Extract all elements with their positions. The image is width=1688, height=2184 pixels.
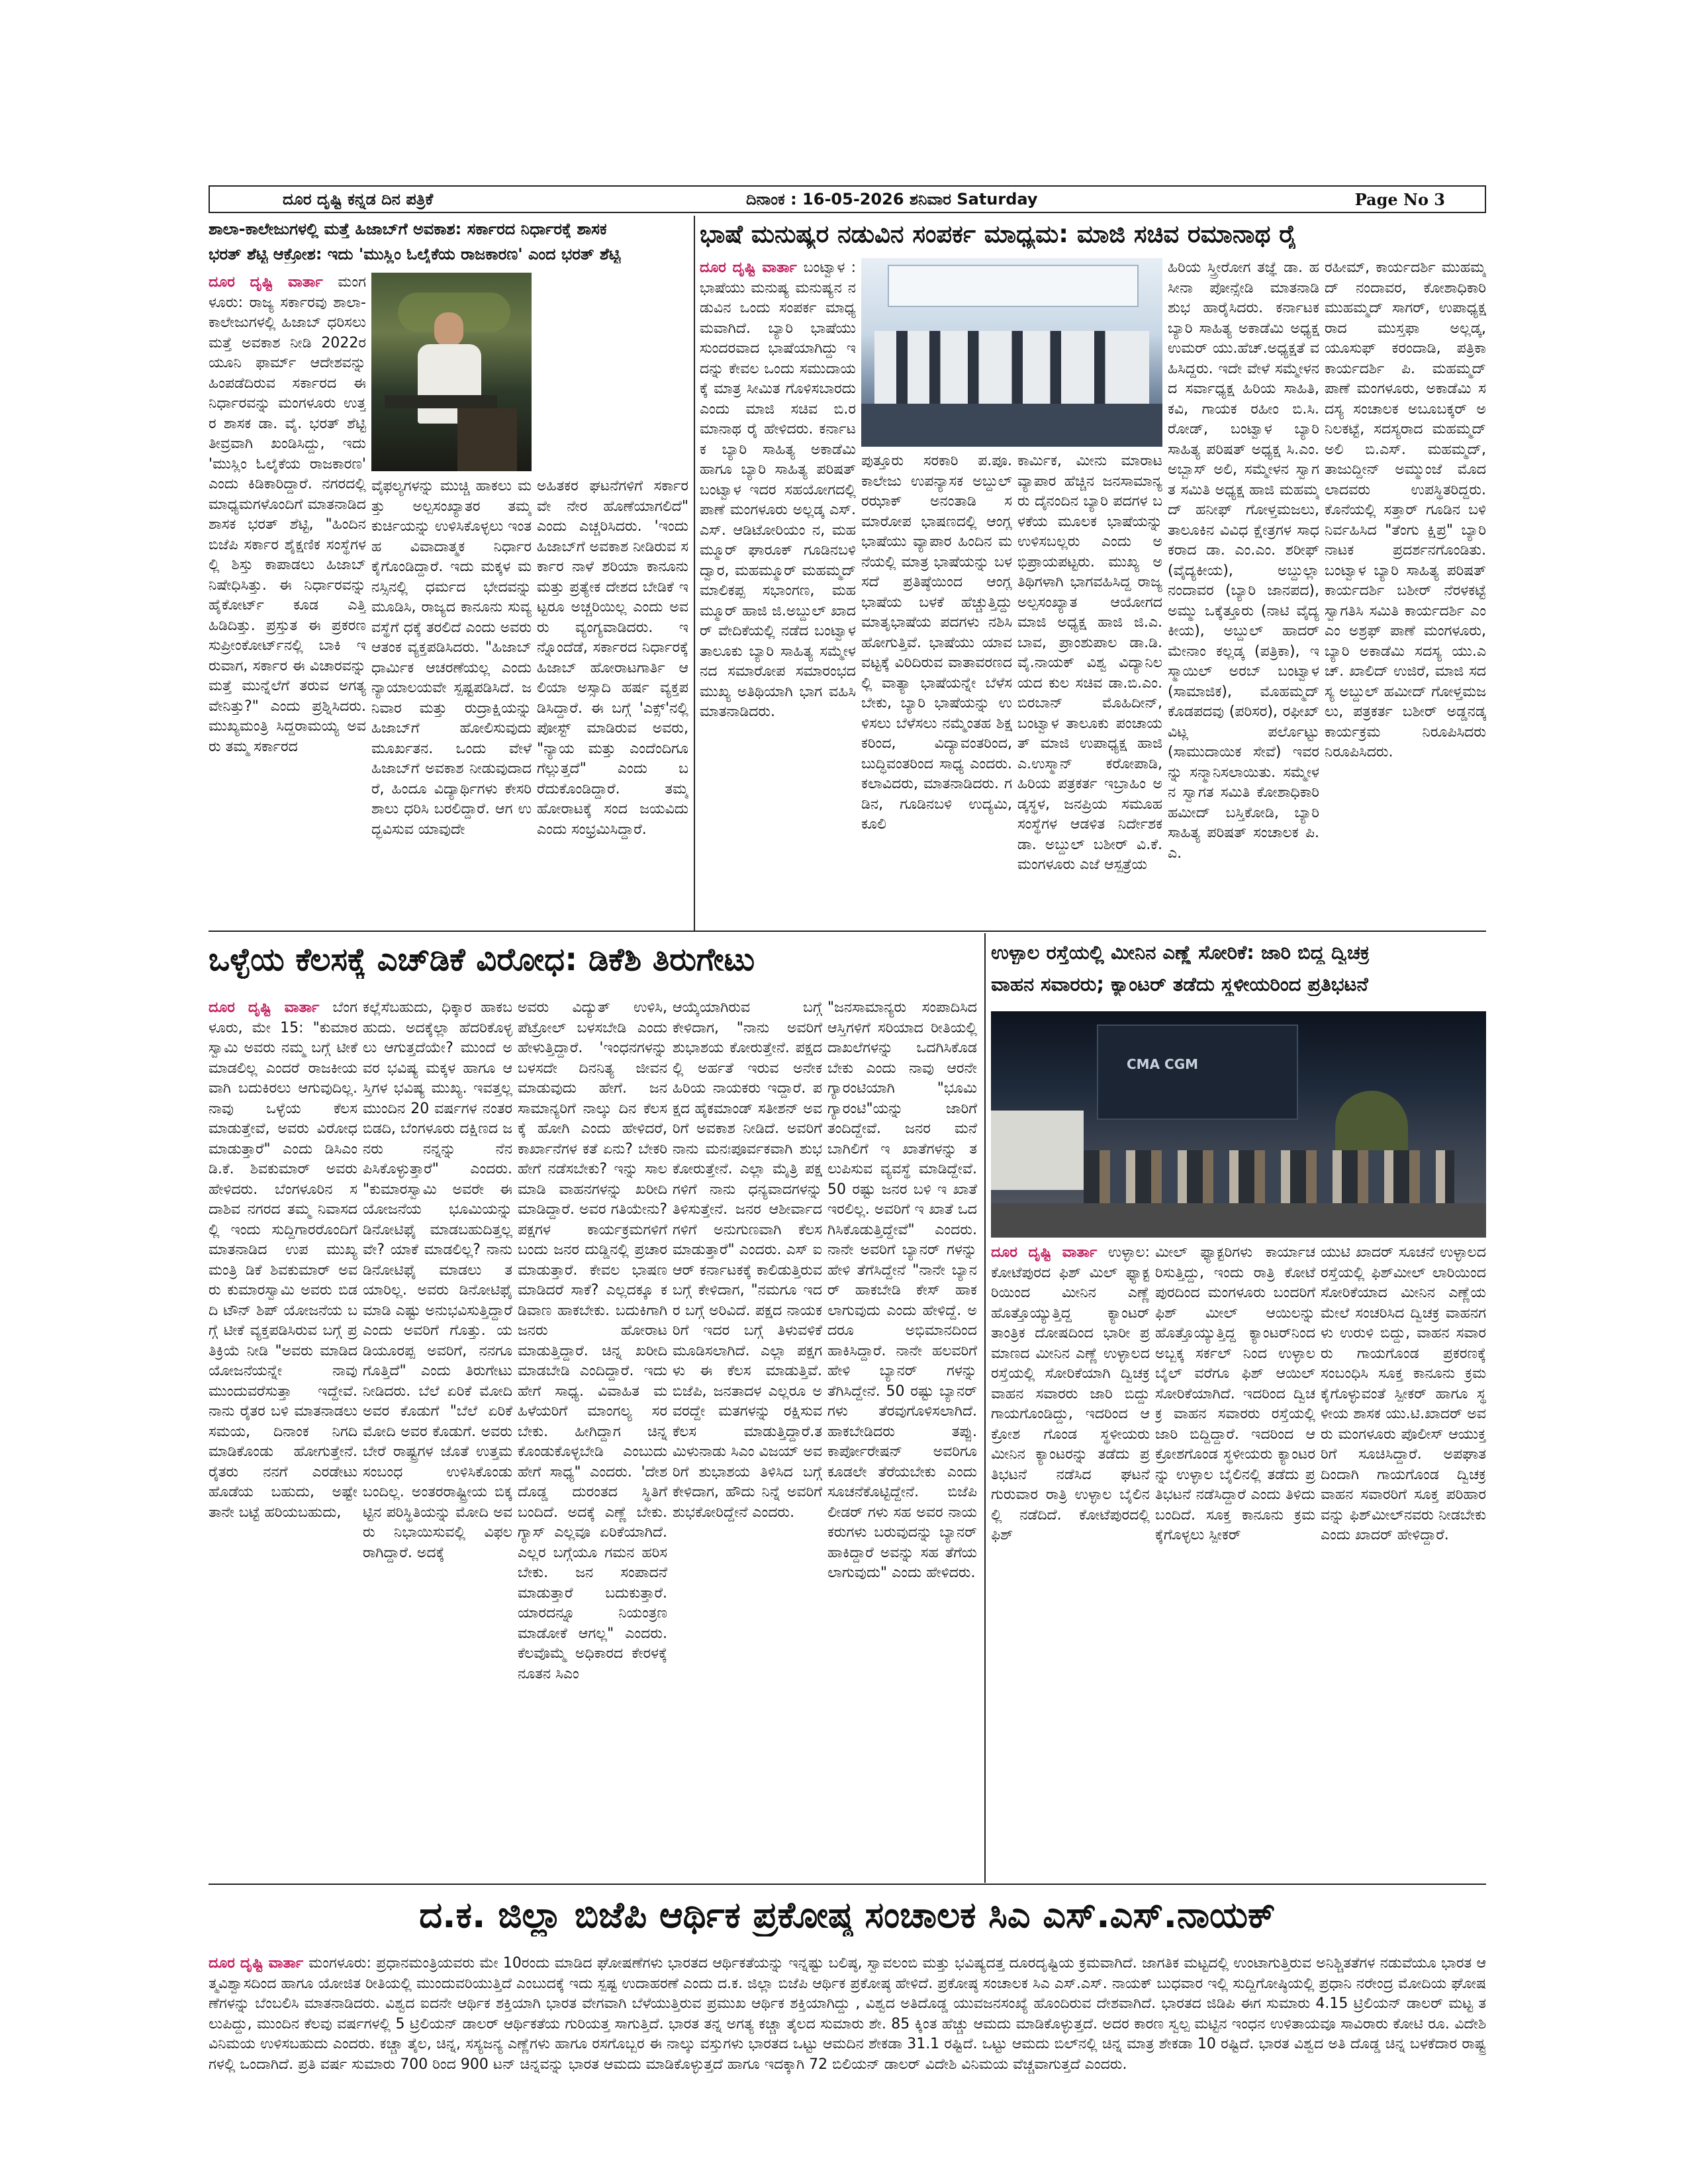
hijab-headline-line1: ಶಾಲಾ-ಕಾಲೇಜುಗಳಲ್ಲಿ ಮತ್ತೆ ಹಿಜಾಬ್‌ಗೆ ಅವಕಾಶ: ಸರ್ಕಾರದ ನಿರ್ಧಾರಕ್ಕೆ ಶಾಸಕ: [209, 220, 607, 238]
hijab-column-2: ವೈಫಲ್ಯಗಳನ್ನು ಮುಚ್ಚಿ ಹಾಕಲು ಮತ್ತು ಅಲ್ಪಸಂಖ್ಯಾತರ ತಮ್ಮ ಕುರ್ಚಿಯನ್ನು ಉಳಿಸಿಕೊಳ್ಳಲು ಇಂತಹ ವಿವಾದಾತ್ಮಕ ನಿರ್ಧಾರ ಕೈಗೊಂಡಿದ್ದಾರೆ. ಇದು ಮಕ್ಕಳ ಮನಸ್ಸಿನಲ್ಲಿ ಧರ್ಮದ ಭೇದವನ್ನು ಮೂಡಿಸಿ, ರಾಜ್ಯದ ಕಾನೂನು ಸುವ್ಯವಸ್ಥೆಗೆ ಧಕ್ಕೆ ತರಲಿದೆ ಎಂದು ಅವರು ಆತಂಕ ವ್ಯಕ್ತಪಡಿಸಿದರು. "ಹಿಜಾಬ್ ಧಾರ್ಮಿಕ ಆಚರಣೆಯಲ್ಲ ಎಂದು ನ್ಯಾಯಾಲಯವೇ ಸ್ಪಷ್ಟಪಡಿಸಿದೆ. ಜನಿವಾರ ಮತ್ತು ರುದ್ರಾಕ್ಷಿಯನ್ನು ಹಿಜಾಬ್‌ಗೆ ಹೋಲಿಸುವುದು ಮೂರ್ಖತನ. ಒಂದು ವೇಳೆ ಹಿಜಾಬ್‌ಗೆ ಅವಕಾಶ ನೀಡುವುದಾದರೆ, ಹಿಂದೂ ವಿದ್ಯಾರ್ಥಿಗಳು ಕೇಸರಿ ಶಾಲು ಧರಿಸಿ ಬರಲಿದ್ದಾರೆ. ಆಗ ಉದ್ಭವಿಸುವ ಯಾವುದೇ: [371, 478, 532, 838]
page-number: Page No 3: [1354, 189, 1445, 209]
ramanath-column-1: [700, 258, 856, 925]
ramanath-column-3: ಕಾರ್ಮಿಕ, ಮೀನು ಮಾರಾಟ ವ್ಯಾಪಾರ ಹೆಚ್ಚಿನ ಜನಸಾಮಾನ್ಯರು ದೈನಂದಿನ ಬ್ಯಾರಿ ಪದಗಳ ಬಳಕೆಯ ಮೂಲಕ ಭಾಷೆಯನ್ನು ಉಳಿಸಬಲ್ಲರು ಎಂದು ಅಭಿಪ್ರಾಯಪಟ್ಟರು. ಮುಖ್ಯ ಅತಿಥಿಗಳಾಗಿ ಭಾಗವಹಿಸಿದ್ದ ರಾಜ್ಯ ಅಲ್ಪಸಂಖ್ಯಾತ ಆಯೋಗದ ಮಾಜಿ ಅಧ್ಯಕ್ಷ ಹಾಜಿ ಜಿ.ಎ.ಬಾವ, ಪ್ರಾಂಶುಪಾಲ ಡಾ.ಡಿ.ವೈ.ನಾಯಕ್ ವಿಶ್ವ ವಿದ್ಯಾನಿಲಯದ ಕುಲ ಸಚಿವ ಡಾ.ಬಿ.ಎಂ.ಬಿರಬಾನ್ ಮೊಹಿದೀನ್, ಬಂಟ್ವಾಳ ತಾಲೂಕು ಪಂಚಾಯತ್ ಮಾಜಿ ಉಪಾಧ್ಯಕ್ಷ ಹಾಜಿ ಎ.ಉಸ್ಮಾನ್ ಕರೋಪಾಡಿ, ಹಿರಿಯ ಪತ್ರಕರ್ತ ಇಬ್ರಾಹಿಂ ಅಡ್ಕಸ್ಥಳ, ಜನಪ್ರಿಯ ಸಮೂಹ ಸಂಸ್ಥೆಗಳ ಆಡಳಿತ ನಿರ್ದೇಶಕ ಡಾ. ಅಬ್ದುಲ್ ಬಶೀರ್ ವಿ.ಕೆ. ಮಂಗಳೂರು ಎಜೆ ಆಸ್ಪತ್ರೆಯ: [1017, 453, 1162, 873]
column-divider: [984, 933, 986, 1883]
section-divider: [209, 1884, 1486, 1885]
ramanath-column-2: ಪುತ್ತೂರು ಸರಕಾರಿ ಪ.ಪೂ. ಕಾಲೇಜು ಉಪನ್ಯಾಸಕ ಅಬ್ದುಲ್ ರಝಾಕ್ ಅನಂತಾಡಿ ಸಮಾರೋಪ ಭಾಷಣದಲ್ಲಿ ಆಂಗ್ಲ ಭಾಷೆಯು ವ್ಯಾಪಾರ ಹಿಂದಿನ ಮನೆಯಲ್ಲಿ ಮಾತ್ರ ಭಾಷೆಯನ್ನು ಬಳಸದೆ ಪ್ರತಿಷ್ಠೆಯಿಂದ ಆಂಗ್ಲಭಾಷೆಯ ಬಳಕೆ ಹೆಚ್ಚುತ್ತಿದ್ದು ಮಾತೃಭಾಷೆಯ ಪದಗಳು ನಶಿಸಿ ಹೋಗುತ್ತಿವೆ. ಭಾಷೆಯು ಯಾವ ವಟ್ಟಕ್ಕೆ ವಿರಿದಿರುವ ವಾತಾವರಣದಲ್ಲಿ ವಾತ್ಯಾ ಭಾಷೆಯನ್ನೇ ಬೆಳೆಸಬೇಕು, ಬ್ಯಾರಿ ಭಾಷೆಯನ್ನು ಉಳಿಸಲು ಬೆಳೆಸಲು ನಮ್ಮೆಂತಹ ಶಿಕ್ಷಕರಿಂದ, ವಿದ್ಯಾವಂತರಿಂದ, ಬುದ್ಧಿವಂತರಿಂದ ಸಾಧ್ಯ ಎಂದರು. ಕಲಾವಿದರು, ಮಾತನಾಡಿದರು. ಗಡಿನ, ಗೂಡಿನಬಳಿ ಉದ್ಯಮಿ, ಕೂಲಿ: [861, 453, 1012, 833]
ramanath-byline: ದೂರ ದೃಷ್ಟಿ ವಾರ್ತಾ: [700, 259, 804, 276]
dks-column-4: ಆಯ್ಕೆಯಾಗಿರುವ ಬಗ್ಗೆ ಕೇಳಿದಾಗ, "ನಾನು ಅವರಿಗೆ ಶುಭಾಶಯ ಕೋರುತ್ತೇನೆ. ಪಕ್ಷದಲ್ಲಿ ಅರ್ಹತೆ ಇರುವ ಅನೇಕ ಹಿರಿಯ ನಾಯಕರು ಇದ್ದಾರೆ. ಪಕ್ಷದ ಹೈಕಮಾಂಡ್ ಸತೀಶನ್ ಅವರಿಗೆ ಅವಕಾಶ ನೀಡಿದೆ. ಅವರಿಗೆ ನಾನು ಮನಃಪೂರ್ವಕವಾಗಿ ಶುಭ ಕೋರುತ್ತೇನೆ. ಎಲ್ಲಾ ಮೈತ್ರಿ ಪಕ್ಷಗಳಿಗೆ ನಾನು ಧನ್ಯವಾದಗಳನ್ನು ತಿಳಿಸುತ್ತೇನೆ. ಜನರ ಆಶೀರ್ವಾದಗಳಿಗೆ ಅನುಗುಣವಾಗಿ ಕೆಲಸ ಮಾಡುತ್ತಾರೆ" ಎಂದರು. ಎಸ್ ಐ ಆರ್ ಕರ್ನಾಟಕಕ್ಕೆ ಕಾಲಿಡುತ್ತಿರುವ ಬಗ್ಗೆ ಕೇಳಿದಾಗ, "ನಮಗೂ ಇದರ ಬಗ್ಗೆ ಅರಿವಿದೆ. ಪಕ್ಷದ ನಾಯಕರಿಗೆ ಇದರ ಬಗ್ಗೆ ತಿಳುವಳಿಕೆ ಮೂಡಿಸಲಾಗಿದೆ. ಎಲ್ಲಾ ಪಕ್ಷಗಳು ಈ ಕೆಲಸ ಮಾಡುತ್ತಿವೆ. ಬಿಜೆಪಿ, ಜನತಾದಳ ಎಲ್ಲರೂ ಅವರದ್ದೇ ಮತಗಳನ್ನು ರಕ್ಷಿಸುವ ಕೆಲಸ ಮಾಡುತ್ತಿದ್ದಾರೆ.ತಮಿಳುನಾಡು ಸಿಎಂ ವಿಜಯ್ ಅವರಿಗೆ ಶುಭಾಶಯ ತಿಳಿಸಿದ ಬಗ್ಗೆ ಕೇಳಿದಾಗ, ಹೌದು ನಿನ್ನೆ ಅವರಿಗೆ ಶುಭಕೋರಿದ್ದೇನೆ ಎಂದರು.: [673, 999, 822, 1521]
bjp-body: [209, 1954, 1486, 2119]
section-divider: [209, 931, 1486, 932]
ramanath-column-4: ಹಿರಿಯ ಸ್ತ್ರೀರೋಗ ತಜ್ಞೆ ಡಾ. ಹಸೀನಾ ಪೋನ್ಸೇಡಿ ಮಾತನಾಡಿ ಶುಭ ಹಾರೈಸಿದರು. ಕರ್ನಾಟಕ ಬ್ಯಾರಿ ಸಾಹಿತ್ಯ ಅಕಾಡೆಮಿ ಅಧ್ಯಕ್ಷ ಉಮರ್ ಯು.ಹೆಚ್.ಅಧ್ಯಕ್ಷತೆ ವಹಿಸಿದ್ದರು. ಇದೇ ವೇಳೆ ಸಮ್ಮೇಳನದ ಸರ್ವಾಧ್ಯಕ್ಷ ಹಿರಿಯ ಸಾಹಿತಿ, ಕವಿ, ಗಾಯಕ ರಹೀಂ ಬಿ.ಸಿ.ರೋಡ್, ಬಂಟ್ವಾಳ ಬ್ಯಾರಿ ಸಾಹಿತ್ಯ ಪರಿಷತ್ ಅಧ್ಯಕ್ಷ ಸಿ.ಎಂ.ಅಬ್ಬಾಸ್ ಅಲಿ, ಸಮ್ಮೇಳನ ಸ್ವಾಗತ ಸಮಿತಿ ಅಧ್ಯಕ್ಷ ಹಾಜಿ ಮಹಮ್ಮದ್ ಹನೀಫ್ ಗೋಳ್ತಮಜಲು, ತಾಲೂಕಿನ ವಿವಿಧ ಕ್ಷೇತ್ರಗಳ ಸಾಧಕರಾದ ಡಾ. ಎಂ.ಎಂ. ಶರೀಫ್ (ವೈದ್ಯಕೀಯ), ಅಬ್ದುಲ್ಲಾ ನಂದಾವರ (ಬ್ಯಾರಿ ಜಾನಪದ), ಅಮ್ಮು ಒಕ್ಕೆತ್ತೂರು (ನಾಟಿ ವೈದ್ಯಕೀಯ), ಅಬ್ದುಲ್ ಹಾದರ್ ಮೇನಾಂ ಕಲ್ಲಡ್ಕ (ಪತ್ರಿಕಾ), ಇಸ್ಮಾಯಿಲ್ ಅರಬ್ ಬಂಟ್ವಾಳ (ಸಾಮಾಜಿಕ), ಮೊಹಮ್ಮದ್ ಕೊಡಪದವು (ಪರಿಸರ), ರಫೀಖ್ ವಿಟ್ಲ ಪರ್ಲೊಟ್ಟು (ಸಾಮುದಾಯಿಕ ಸೇವೆ) ಇವರನ್ನು ಸನ್ಮಾನಿಸಲಾಯಿತು. ಸಮ್ಮೇಳನ ಸ್ವಾಗತ ಸಮಿತಿ ಕೋಶಾಧಿಕಾರಿ ಹಮೀದ್ ಬಸ್ತಿಕೋಡಿ, ಬ್ಯಾರಿ ಸಾಹಿತ್ಯ ಪರಿಷತ್ ಸಂಚಾಲಕ ಪಿ.ಎ.: [1168, 259, 1319, 862]
ullal-text-1: ಉಳ್ಳಾಲ: ಕೋಟೆಪುರದ ಫಿಶ್ ಮಿಲ್ ಫ್ಯಾಕ್ಟರಿಯಿಂದ ಮೀನಿನ ಎಣ್ಣೆ ಹೊತ್ತೊಯ್ಯುತ್ತಿದ್ದ ಕ್ಯಾಂಟರ್ ತಾಂತ್ರಿಕ ದೋಷದಿಂದ ಭಾರೀ ಪ್ರಮಾಣದ ಮೀನಿನ ಎಣ್ಣೆ ಉಳ್ಳಾಲದ ರಸ್ತೆಯಲ್ಲಿ ಸೋರಿಕೆಯಾಗಿ ದ್ವಿಚಕ್ರ ವಾಹನ ಸವಾರರು ಜಾರಿ ಬಿದ್ದು ಗಾಯಗೊಂಡಿದ್ದು, ಇದರಿಂದ ಆಕ್ರೋಶ ಗೊಂಡ ಸ್ಥಳೀಯರು ಮೀನಿನ ಕ್ಯಾಂಟರನ್ನು ತಡೆದು ಪ್ರತಿಭಟನೆ ನಡೆಸಿದ ಘಟನೆ ಗುರುವಾರ ರಾತ್ರಿ ಉಳ್ಳಾಲ ಬೈಲಿನಲ್ಲಿ ನಡೆದಿದೆ. ಕೋಟೆಪುರದಲ್ಲಿ ಫಿಶ್: [991, 1244, 1150, 1543]
ramanath-column-5: ರಹೀಮ್, ಕಾರ್ಯದರ್ಶಿ ಮುಹಮ್ಮದ್ ನಂದಾವರ, ಕೋಶಾಧಿಕಾರಿ ಮುಹಮ್ಮದ್ ಸಾಗರ್, ಉಪಾಧ್ಯಕ್ಷರಾದ ಮುಸ್ತಫಾ ಅಲ್ಲಡ್ಕ, ಯೂಸುಫ್ ಕರಂದಾಡಿ, ಪತ್ರಿಕಾ ಕಾರ್ಯದರ್ಶಿ ಪಿ. ಮಹಮ್ಮದ್ ಪಾಣೆ ಮಂಗಳೂರು, ಅಕಾಡೆಮಿ ಸದಸ್ಯ ಸಂಚಾಲಕ ಅಬೂಬಕ್ಕರ್ ಅನಿಲಕಟ್ಟೆ, ಸದಸ್ಯರಾದ ಮಹಮ್ಮದ್ ಅಲಿ ಬಿ.ಎಸ್. ಮಹಮ್ಮದ್, ತಾಜುದ್ದೀನ್ ಅಮ್ಮುಂಜೆ ಮೊದಲಾದವರು ಉಪಸ್ಥಿತರಿದ್ದರು. ಕೊನೆಯಲ್ಲಿ ಸತ್ತಾರ್ ಗೂಡಿನ ಬಳಿ ನಿರ್ವಹಿಸಿದ "ತೆಂಗು ಕ್ಷಿಪ್ರ" ಬ್ಯಾರಿ ನಾಟಕ ಪ್ರದರ್ಶನಗೊಂಡಿತು. ಬಂಟ್ವಾಳ ಬ್ಯಾರಿ ಸಾಹಿತ್ಯ ಪರಿಷತ್ ಕಾರ್ಯದರ್ಶಿ ಬಶೀರ್ ನೆರಳಕಟ್ಟೆ ಸ್ವಾಗತಿಸಿ ಸಮಿತಿ ಕಾರ್ಯದರ್ಶಿ ಎಂ ಎಂ ಅಶ್ರಫ್ ಪಾಣೆ ಮಂಗಳೂರು, ಬ್ಯಾರಿ ಅಕಾಡೆಮಿ ಸದಸ್ಯ ಯು.ಎಚ್. ಖಾಲಿದ್ ಉಜಿರೆ, ಮಾಜಿ ಸದಸ್ಯ ಅಬ್ದುಲ್ ಹಮೀದ್ ಗೋಳ್ತಮಜಲು, ಪತ್ರಕರ್ತ ಬಶೀರ್ ಅಡ್ಡನಡ್ಕ ಕಾರ್ಯಕ್ರಮ ನಿರೂಪಿಸಿದರು ನಿರೂಪಿಸಿದರು.: [1325, 259, 1486, 760]
dks-column-5: "ಜನಸಾಮಾನ್ಯರು ಸಂಪಾದಿಸಿದ ಆಸ್ತಿಗಳಿಗೆ ಸರಿಯಾದ ರೀತಿಯಲ್ಲಿ ದಾಖಲೆಗಳನ್ನು ಒದಗಿಸಿಕೊಡಬೇಕು ಎಂದು ನಾವು ಆರನೇ ಗ್ಯಾರಂಟಿಯಾಗಿ "ಭೂಮಿ ಗ್ಯಾರಂಟಿ"ಯನ್ನು ಜಾರಿಗೆ ತಂದಿದ್ದೇವೆ. ಜನರ ಮನೆ ಬಾಗಿಲಿಗೆ ಇ ಖಾತೆಗಳನ್ನು ತಲುಪಿಸುವ ವ್ಯವಸ್ಥೆ ಮಾಡಿದ್ದೇವೆ. 50 ರಷ್ಟು ಜನರ ಬಳಿ ಇ ಖಾತೆ ಇರಲಿಲ್ಲ. ಅವರಿಗೆ ಇ ಖಾತೆ ಒದಗಿಸಿಕೊಡುತ್ತಿದ್ದೇವೆ" ಎಂದರು. ನಾನೇ ಅವರಿಗೆ ಬ್ಯಾನರ್ ಗಳನ್ನು ಹೇಳಿ ತೆಗೆಸಿದ್ದೇನೆ "ನಾನೇ ಬ್ಯಾನರ್ ಹಾಕಬೇಡಿ ಕೇಸ್ ಹಾಕಲಾಗುವುದು ಎಂದು ಹೇಳಿದ್ದೆ. ಅದರೂ ಅಭಿಮಾನದಿಂದ ಹಾಕಿಸಿದ್ದಾರೆ. ನಾನೇ ಹಲವರಿಗೆ ಹೇಳಿ ಬ್ಯಾನರ್ ಗಳನ್ನು ತೆಗಿಸಿದ್ದೇನೆ. 50 ರಷ್ಟು ಬ್ಯಾನರ್ ಗಳು ತೆರವುಗೊಳಿಸಲಾಗಿದೆ. ಹಾಕಬೇಡಿದರು ತಪ್ಪು. ಕಾರ್ಪೋರೇಷನ್ ಅವರಿಗೂ ಕೂಡಲೇ ತೆರೆಯಬೇಕು ಎಂದು ಸೂಚನೆಕೊಟ್ಟಿದ್ದೇನೆ. ಬಿಜೆಪಿ ಲೀಡರ್ ಗಳು ಸಹ ಅವರ ನಾಯಕರುಗಳು ಬರುವುದನ್ನು ಬ್ಯಾನರ್ ಹಾಕಿದ್ದಾರೆ ಅವನ್ನು ಸಹ ತೆಗೆಯಲಾಗುವುದು" ಎಂದು ಹೇಳಿದರು.: [827, 999, 977, 1581]
dks-headline: ಒಳ್ಳೆಯ ಕೆಲಸಕ್ಕೆ ಎಚ್‌ಡಿಕೆ ವಿರೋಧ: ಡಿಕೆಶಿ ತಿರುಗೇಟು: [209, 941, 755, 978]
issue-date: ದಿನಾಂಕ : 16-05-2026 ಶನಿವಾರ Saturday: [746, 190, 1038, 208]
dks-byline: ದೂರ ದೃಷ್ಟಿ ವಾರ್ತಾ: [209, 999, 333, 1016]
ramanath-headline: ಭಾಷೆ ಮನುಷ್ಯರ ನಡುವಿನ ಸಂಪರ್ಕ ಮಾಧ್ಯಮ: ಮಾಜಿ ಸಚಿವ ರಮಾನಾಥ ರೈ: [700, 220, 1297, 248]
hijab-byline: ದೂರ ದೃಷ್ಟಿ ವಾರ್ತಾ: [209, 274, 338, 291]
ullal-headline-line2: ವಾಹನ ಸವಾರರು; ಕ್ಯಾಂಟರ್ ತಡೆದು ಸ್ಥಳೀಯರಿಂದ ಪ್ರತಿಭಟನೆ: [991, 973, 1368, 995]
ullal-byline: ದೂರ ದೃಷ್ಟಿ ವಾರ್ತಾ: [991, 1244, 1108, 1261]
bjp-headline: ದ.ಕ. ಜಿಲ್ಲಾ ಬಿಜೆಪಿ ಆರ್ಥಿಕ ಪ್ರಕೋಷ್ಠ ಸಂಚಾಲಕ ಸಿಎ ಎಸ್.ಎಸ್.ನಾಯಕ್: [419, 1894, 1276, 1936]
dks-column-3: ಅವರು ವಿದ್ಯುತ್ ಉಳಿಸಿ, ಪೆಟ್ರೋಲ್ ಬಳಸಬೇಡಿ ಎಂದು ಹೇಳುತ್ತಿದ್ದಾರೆ. 'ಇಂಧನಗಳನ್ನು ಬಳಸದೇ ದಿನನಿತ್ಯ ಜೀವನ ಮಾಡುವುದು ಹೇಗೆ. ಜನಸಾಮಾನ್ಯರಿಗೆ ನಾಲ್ಕು ದಿನ ಕೆಲಸಕ್ಕೆ ಹೋಗಿ ಎಂದು ಹೇಳಿದರೆ, ಕಾರ್ಖಾನೆಗಳ ಕತೆ ಏನು? ಬೇಕರಿ ಹೇಗೆ ನಡೆಸಬೇಕು? ಇನ್ನು ಸಾಲ ಮಾಡಿ ವಾಹನಗಳನ್ನು ಖರೀದಿ ಮಾಡಿದ್ದಾರೆ. ಅವರ ಗತಿಯೇನು? ಪಕ್ಷಗಳ ಕಾರ್ಯಕ್ರಮಗಳಿಗೆ ಬಂದು ಜನರ ದುಡ್ಡಿನಲ್ಲಿ ಪ್ರಚಾರ ಮಾಡುತ್ತಾರೆ. ಕೇವಲ ಭಾಷಣ ಮಾಡಿದರೆ ಸಾಕೆ? ಎಲ್ಲದಕ್ಕೂ ಕಡಿವಾಣ ಹಾಕಬೇಕು. ಬದುಕಿಗಾಗಿ ಜನರು ಹೋರಾಟ ಮಾಡುತ್ತಿದ್ದಾರೆ. ಚಿನ್ನ ಖರೀದಿ ಮಾಡಬೇಡಿ ಎಂದಿದ್ದಾರೆ. ಇದು ಹೇಗೆ ಸಾಧ್ಯ. ವಿವಾಹಿತ ಮಹಿಳೆಯರಿಗೆ ಮಾಂಗಲ್ಯ ಸರ ಬೇಕು. ಹೀಗಿದ್ದಾಗ ಚಿನ್ನ ಕೊಂಡುಕೊಳ್ಳಬೇಡಿ ಎಂಬುದು ಹೇಗೆ ಸಾಧ್ಯ" ಎಂದರು. 'ದೇಶ ದೊಡ್ಡ ದುರಂತದ ಸ್ಥಿತಿಗೆ ಬಂದಿದೆ. ಅದಕ್ಕೆ ಎಣ್ಣೆ ಬೇಕು. ಗ್ಯಾಸ್ ಎಲ್ಲವೂ ಏರಿಕೆಯಾಗಿದೆ. ಎಲ್ಲರ ಬಗ್ಗೆಯೂ ಗಮನ ಹರಿಸಬೇಕು. ಜನ ಸಂಪಾದನೆ ಮಾಡುತ್ತಾರೆ ಬದುಕುತ್ತಾರೆ. ಯಾರದನ್ನೂ ನಿಯಂತ್ರಣ ಮಾಡೋಕೆ ಆಗಲ್ಲ" ಎಂದರು. ಕೆಲವೊಮ್ಮೆ ಅಧಿಕಾರದ ಕೇರಳಕ್ಕೆ ನೂತನ ಸಿಎಂ: [518, 999, 667, 1682]
ramanath-text-1: ಬಂಟ್ವಾಳ : ಭಾಷೆಯು ಮನುಷ್ಯ ಮನುಷ್ಯನ ನಡುವಿನ ಒಂದು ಸಂಪರ್ಕ ಮಾಧ್ಯಮವಾಗಿದೆ. ಬ್ಯಾರಿ ಭಾಷೆಯು ಸುಂದರವಾದ ಭಾಷೆಯಾಗಿದ್ದು ಇದನ್ನು ಕೇವಲ ಒಂದು ಸಮುದಾಯಕ್ಕೆ ಮಾತ್ರ ಸೀಮಿತ ಗೊಳಿಸಬಾರದು ಎಂದು ಮಾಜಿ ಸಚಿವ ಬಿ.ರಮಾನಾಥ ರೈ ಹೇಳಿದರು. ಕರ್ನಾಟಕ ಬ್ಯಾರಿ ಸಾಹಿತ್ಯ ಅಕಾಡೆಮಿ ಹಾಗೂ ಬ್ಯಾರಿ ಸಾಹಿತ್ಯ ಪರಿಷತ್ ಬಂಟ್ವಾಳ ಇದರ ಸಹಯೋಗದಲ್ಲಿ ಪಾಣೆ ಮಂಗಳೂರು ಅಲ್ಲಡ್ಕ ಎಸ್.ಎಸ್. ಆಡಿಟೋರಿಯಂ ನ, ಮಹಮ್ಮೂರ್ ಘಾರೂಕ್ ಗೂಡಿನಬಳಿ ದ್ವಾರ, ಮಹಮ್ಮೂರ್ ಮಹಮ್ಮದ್ ಮಾಲಿಕಪ್ಪ ಸಭಾಂಗಣ, ಮಹಮ್ಮೂರ್ ಹಾಜಿ ಜಿ.ಅಬ್ದುಲ್ ಖಾದರ್ ವೇದಿಕೆಯಲ್ಲಿ ನಡೆದ ಬಂಟ್ವಾಳ ತಾಲೂಕು ಬ್ಯಾರಿ ಸಾಹಿತ್ಯ ಸಮ್ಮೇಳನದ ಸಮಾರೋಪ ಸಮಾರಂಭದ ಮುಖ್ಯ ಅತಿಥಿಯಾಗಿ ಭಾಗ ವಹಿಸಿ ಮಾತನಾಡಿದರು.: [700, 259, 856, 720]
dks-column-1: [209, 998, 357, 1878]
column-divider: [694, 216, 695, 931]
masthead: [209, 185, 1486, 213]
hijab-headline-line2: ಭರತ್ ಶೆಟ್ಟಿ ಆಕ್ರೋಶ: ಇದು 'ಮುಸ್ಲಿಂ ಓಲೈಕೆಯ ರಾಜಕಾರಣ' ಎಂದ ಭರತ್ ಶೆಟ್ಟಿ: [209, 245, 621, 263]
ullal-protest-photo: [991, 1011, 1486, 1238]
hijab-column-3: ಅಹಿತಕರ ಘಟನೆಗಳಿಗೆ ಸರ್ಕಾರವೇ ನೇರ ಹೊಣೆಯಾಗಲಿದೆ" ಎಂದು ಎಚ್ಚರಿಸಿದರು. 'ಇಂದು ಹಿಜಾಬ್‌ಗೆ ಅವಕಾಶ ನೀಡಿರುವ ಸರ್ಕಾರ ನಾಳೆ ಶರಿಯಾ ಕಾನೂನು ಮತ್ತು ಪ್ರತ್ಯೇಕ ದೇಶದ ಬೇಡಿಕೆ ಇಟ್ಟರೂ ಅಚ್ಚರಿಯಿಲ್ಲ ಎಂದು ಅವರು ವ್ಯಂಗ್ಯವಾಡಿದರು. ಇನ್ನೊಂದೆಡೆ, ಸರ್ಕಾರದ ನಿರ್ಧಾರಕ್ಕೆ ಹಿಜಾಬ್ ಹೋರಾಟಗಾರ್ತಿ ಆಲಿಯಾ ಅಸ್ಸಾದಿ ಹರ್ಷ ವ್ಯಕ್ತಪಡಿಸಿದ್ದಾರೆ. ಈ ಬಗ್ಗೆ 'ಎಕ್ಸ್'ನಲ್ಲಿ ಪೋಸ್ಟ್ ಮಾಡಿರುವ ಅವರು, "ನ್ಯಾಯ ಮತ್ತು ಎಂದೆಂದಿಗೂ ಗೆಲ್ಲುತ್ತದೆ" ಎಂದು ಬರೆದುಕೊಂಡಿದ್ದಾರೆ. ತಮ್ಮ ಹೋರಾಟಕ್ಕೆ ಸಂದ ಜಯವಿದು ಎಂದು ಸಂಭ್ರಮಿಸಿದ್ದಾರೆ.: [537, 478, 688, 838]
dks-text-1: ಬೆಂಗಳೂರು, ಮೇ 15: "ಕುಮಾರಸ್ವಾಮಿ ಅವರು ನಮ್ಮ ಬಗ್ಗೆ ಟೀಕೆ ಮಾಡಲಿಲ್ಲ ಎಂದರೆ ರಾಜಕೀಯವಾಗಿ ಬದುಕಿರಲು ಆಗುವುದಿಲ್ಲ. ನಾವು ಒಳ್ಳೆಯ ಕೆಲಸ ಮಾಡುತ್ತೇವೆ, ಅವರು ವಿರೋಧ ಮಾಡುತ್ತಾರೆ" ಎಂದು ಡಿಸಿಎಂ ಡಿ.ಕೆ. ಶಿವಕುಮಾರ್ ಅವರು ಹೇಳಿದರು. ಬೆಂಗಳೂರಿನ ಸದಾಶಿವ ನಗರದ ತಮ್ಮ ನಿವಾಸದಲ್ಲಿ ಇಂದು ಸುದ್ದಿಗಾರರೊಂದಿಗೆ ಮಾತನಾಡಿದ ಉಪ ಮುಖ್ಯಮಂತ್ರಿ ಡಿಕೆ ಶಿವಕುಮಾರ್ ಅವರು ಕುಮಾರಸ್ವಾಮಿ ಅವರು ಬಿಡದಿ ಟೌನ್ ಶಿಪ್ ಯೋಜನೆಯ ಬಗ್ಗೆ ಟೀಕೆ ವ್ಯಕ್ತಪಡಿಸಿರುವ ಬಗ್ಗೆ ಪ್ರತಿಕ್ರಿಯೆ ನೀಡಿ "ಅವರು ಮಾಡಿದ ಯೋಜನೆಯನ್ನೇ ನಾವು ಮುಂದುವರೆಸುತ್ತಾ ಇದ್ದೇವೆ. ನಾನು ರೈತರ ಬಳಿ ಮಾತನಾಡಲು ಸಮಯ, ದಿನಾಂಕ ನಿಗದಿ ಮಾಡಿಕೊಂಡು ಹೋಗುತ್ತೇನೆ. ರೈತರು ನನಗೆ ಎರಡೇಟು ಹೊಡೆಯ ಬಹುದು, ಅಷ್ಟೇ ತಾನೇ ಬಟ್ಟೆ ಹರಿಯಬಹುದು,: [209, 999, 357, 1521]
bjp-byline: ದೂರ ದೃಷ್ಟಿ ವಾರ್ತಾ: [209, 1955, 309, 1972]
hijab-speaker-photo: [371, 273, 532, 471]
photo-sign-text: CMA CGM: [1127, 1056, 1199, 1072]
paper-name: ದೂರ ದೃಷ್ಟಿ ಕನ್ನಡ ದಿನ ಪತ್ರಿಕೆ: [283, 190, 434, 208]
bjp-text: ಮಂಗಳೂರು: ಪ್ರಧಾನಮಂತ್ರಿಯವರು ಮೇ 10ರಂದು ಮಾಡಿದ ಘೋಷಣೆಗಳು ಭಾರತದ ಆರ್ಥಿಕತೆಯನ್ನು ಇನ್ನಷ್ಟು ಬಲಿಷ್ಠ, ಸ್ವಾವಲಂಬಿ ಮತ್ತು ಭವಿಷ್ಯದತ್ತ ದೂರದೃಷ್ಟಿಯ ಕ್ರಮವಾಗಿದೆ. ಜಾಗತಿಕ ಮಟ್ಟದಲ್ಲಿ ಉಂಟಾಗುತ್ತಿರುವ ಅನಿಶ್ಚಿತತೆಗಳ ನಡುವೆಯೂ ಭಾರತ ಆತ್ಮವಿಶ್ವಾಸದಿಂದ ಹಾಗೂ ಯೋಜಿತ ರೀತಿಯಲ್ಲಿ ಮುಂದುವರಿಯುತ್ತಿದೆ ಎಂಬುದಕ್ಕೆ ಇದು ಸ್ಪಷ್ಟ ಉದಾಹರಣೆ ಎಂದು ದ.ಕ. ಜಿಲ್ಲಾ ಬಿಜೆಪಿ ಆರ್ಥಿಕ ಪ್ರಕೋಷ್ಠ ಹೇಳಿದೆ. ಪ್ರಕೋಷ್ಠ ಸಂಚಾಲಕ ಸಿಎ ಎಸ್.ಎಸ್. ನಾಯಕ್ ಬುಧವಾರ ಇಲ್ಲಿ ಸುದ್ದಿಗೋಷ್ಠಿಯಲ್ಲಿ ಪ್ರಧಾನಿ ನರೇಂದ್ರ ಮೋದಿಯ ಘೋಷಣೆಗಳನ್ನು ಬೆಂಬಲಿಸಿ ಮಾತನಾಡಿದರು. ವಿಶ್ವದ ಐದನೇ ಆರ್ಥಿಕ ಶಕ್ತಿಯಾಗಿ ಭಾರತ ವೇಗವಾಗಿ ಬೆಳೆಯುತ್ತಿರುವ ಪ್ರಮುಖ ಆರ್ಥಿಕ ಶಕ್ತಿಯಾಗಿದ್ದು , ವಿಶ್ವದ ಅತಿದೊಡ್ಡ ಯುವಜನಸಂಖ್ಯೆ ಹೊಂದಿರುವ ದೇಶವಾಗಿದೆ. ಭಾರತದ ಜಿಡಿಪಿ ಈಗ ಸುಮಾರು 4.15 ಟ್ರಿಲಿಯನ್ ಡಾಲರ್ ಮಟ್ಟ ತಲುಪಿದ್ದು, ಮುಂದಿನ ಕೆಲವು ವರ್ಷಗಳಲ್ಲಿ 5 ಟ್ರಿಲಿಯನ್ ಡಾಲರ್ ಆರ್ಥಿಕತೆಯ ಗುರಿಯತ್ತ ಸಾಗುತ್ತಿದೆ. ಭಾರತ ತನ್ನ ಅಗತ್ಯ ಕಚ್ಚಾ ತೈಲದ ಸುಮಾರು ಶೇ. 85 ಕ್ಕಿಂತ ಹೆಚ್ಚು ಆಮದು ಮಾಡಿಕೊಳ್ಳುತ್ತದೆ. ಅದರ ಕಾರಣ ಸ್ವಲ್ಪ ಮಟ್ಟಿನ ಇಂಧನ ಉಳಿತಾಯವೂ ಸಾವಿರಾರು ಕೋಟಿ ರೂ. ವಿದೇಶಿ ವಿನಿಮಯ ಉಳಿಸಬಹುದು ಎಂದರು. ಕಚ್ಚಾ ತೈಲ, ಚಿನ್ನ, ಸಸ್ಯಜನ್ಯ ಎಣ್ಣೆಗಳು ಹಾಗೂ ರಸಗೊಬ್ಬರ ಈ ನಾಲ್ಕು ವಸ್ತುಗಳು ಭಾರತದ ಒಟ್ಟು ಆಮದಿನ ಶೇಕಡಾ 31.1 ರಷ್ಟಿದೆ. ಒಟ್ಟು ಆಮದು ಬಿಲ್‌ನಲ್ಲಿ ಚಿನ್ನ ಮಾತ್ರ ಶೇಕಡಾ 10 ರಷ್ಟಿದೆ. ಭಾರತ ವಿಶ್ವದ ಅತಿ ದೊಡ್ಡ ಚಿನ್ನ ಬಳಕೆದಾರ ರಾಷ್ಟ್ರಗಳಲ್ಲಿ ಒಂದಾಗಿದೆ. ಪ್ರತಿ ವರ್ಷ ಸುಮಾರು 700 ರಿಂದ 900 ಟನ್ ಚಿನ್ನವನ್ನು ಭಾರತ ಆಮದು ಮಾಡಿಕೊಳ್ಳುತ್ತದೆ ಹಾಗೂ ಇದಕ್ಕಾಗಿ 72 ಬಿಲಿಯನ್ ಡಾಲರ್ ವಿದೇಶಿ ವಿನಿಮಯ ವೆಚ್ಚವಾಗುತ್ತದೆ ಎಂದರು.: [209, 1955, 1486, 2073]
newspaper-page: [209, 185, 1486, 1985]
hijab-column-1: [209, 273, 366, 925]
ullal-column-1: [991, 1243, 1150, 1878]
ullal-column-2: ಮೀಲ್ ಫ್ಯಾಕ್ಟರಿಗಳು ಕಾರ್ಯಾಚರಿಸುತ್ತಿದ್ದು, ಇಂದು ರಾತ್ರಿ ಕೋಟೆ ಪುರದಿಂದ ಮಂಗಳೂರು ಬಂದರಿಗೆ ಫಿಶ್ ಮೀಲ್ ಆಯಿಲನ್ನು ಹೊತ್ತೊಯ್ಯುತ್ತಿದ್ದ ಕ್ಯಾಂಟರ್‌ನಿಂದ ಅಬ್ಬಕ್ಕ ಸರ್ಕಲ್ ನಿಂದ ಉಳ್ಳಾಲ ಬೈಲ್ ವರೆಗೂ ಫಿಶ್ ಆಯಿಲ್ ಸೋರಿಕೆಯಾಗಿದೆ. ಇದರಿಂದ ದ್ವಿಚಕ್ರ ವಾಹನ ಸವಾರರು ರಸ್ತೆಯಲ್ಲಿ ಜಾರಿ ಬಿದ್ದಿದ್ದಾರೆ. ಇದರಿಂದ ಆಕ್ರೋಶಗೊಂಡ ಸ್ಥಳೀಯರು ಕ್ಯಾಂಟರನ್ನು ಉಳ್ಳಾಲ ಬೈಲಿನಲ್ಲಿ ತಡೆದು ಪ್ರತಿಭಟನೆ ನಡೆಸಿದ್ದಾರೆ ಎಂದು ತಿಳಿದು ಬಂದಿದೆ. ಸೂಕ್ತ ಕಾನೂನು ಕ್ರಮಕ್ಕೆಗೊಳ್ಳಲು ಸ್ಪೀಕರ್: [1155, 1244, 1315, 1543]
dks-column-2: ಕಲ್ಲೆಸೆಬಹುದು, ಧಿಕ್ಕಾರ ಹಾಕಬಹುದು. ಅದಕ್ಕೆಲ್ಲಾ ಹೆದರಿಕೊಳ್ಳಲು ಆಗುತ್ತದೆಯೇ? ಮುಂದೆ ಅವರ ಭವಿಷ್ಯ ಮಕ್ಕಳ ಹಾಗೂ ಆಸ್ತಿಗಳ ಭವಿಷ್ಯ ಮುಖ್ಯ. ಇವತ್ತಲ್ಲ ಮುಂದಿನ 20 ವರ್ಷಗಳ ನಂತರ ಬಿಡದಿ, ಬೆಂಗಳೂರು ದಕ್ಷಿಣದ ಜನರು ನನ್ನನ್ನು ನೆನಪಿಸಿಕೊಳ್ಳುತ್ತಾರೆ" ಎಂದರು. "ಕುಮಾರಸ್ವಾಮಿ ಅವರೇ ಈ ಯೋಜನೆಯ ಭೂಮಿಯನ್ನು ಡಿನೋಟಿಫೈ ಮಾಡಬಹುದಿತ್ತಲ್ಲವೇ? ಯಾಕೆ ಮಾಡಲಿಲ್ಲ? ನಾನು ಡಿನೋಟಿಫೈ ಮಾಡಲು ತಯಾರಿಲ್ಲ. ಅವರು ಡಿನೋಟಿಫೈ ಮಾಡಿ ಎಷ್ಟು ಅನುಭವಿಸುತ್ತಿದ್ದಾರೆ ಎಂದು ಅವರಿಗೆ ಗೊತ್ತು. ಯಡಿಯೂರಪ್ಪ ಅವರಿಗೆ, ನನಗೂ ಗೊತ್ತಿದೆ" ಎಂದು ತಿರುಗೇಟು ನೀಡಿದರು. ಬೆಲೆ ಏರಿಕೆ ಮೋದಿ ಅವರ ಕೊಡುಗೆ "ಬೆಲೆ ಏರಿಕೆ ಮೋದಿ ಅವರ ಕೊಡುಗೆ. ಅವರು ಬೇರೆ ರಾಷ್ಟ್ರಗಳ ಜೊತೆ ಉತ್ತಮ ಸಂಬಂಧ ಉಳಿಸಿಕೊಂಡು ಬಂದಿಲ್ಲ. ಅಂತರರಾಷ್ಟ್ರೀಯ ಬಿಕ್ಕಟ್ಟಿನ ಪರಿಸ್ಥಿತಿಯನ್ನು ಮೋದಿ ಅವರು ನಿಭಾಯಿಸುವಲ್ಲಿ ವಿಫಲರಾಗಿದ್ದಾರೆ. ಅದಕ್ಕೆ: [363, 999, 512, 1561]
ullal-column-3: ಯುಟಿ ಖಾದರ್ ಸೂಚನೆ ಉಳ್ಳಾಲದ ರಸ್ತೆಯಲ್ಲಿ ಫಿಶ್‌ಮೀಲ್ ಲಾರಿಯಿಂದ ಸೋರಿಕೆಯಾದ ಮೀನಿನ ಎಣ್ಣೆಯ ಮೇಲೆ ಸಂಚರಿಸಿದ ದ್ವಿಚಕ್ರ ವಾಹನಗಳು ಉರುಳಿ ಬಿದ್ದು, ವಾಹನ ಸವಾರರು ಗಾಯಗೊಂಡ ಪ್ರಕರಣಕ್ಕೆ ಸಂಬಂಧಿಸಿ ಸೂಕ್ತ ಕಾನೂನು ಕ್ರಮ ಕೈಗೊಳ್ಳುವಂತೆ ಸ್ಪೀಕರ್ ಹಾಗೂ ಸ್ಥಳೀಯ ಶಾಸಕ ಯು.ಟಿ.ಖಾದರ್ ಅವರು ಮಂಗಳೂರು ಪೊಲೀಸ್ ಆಯುಕ್ತರಿಗೆ ಸೂಚಿಸಿದ್ದಾರೆ. ಅಪಘಾತದಿಂದಾಗಿ ಗಾಯಗೊಂಡ ದ್ವಿಚಕ್ರ ವಾಹನ ಸವಾರರಿಗೆ ಸೂಕ್ತ ಪರಿಹಾರವನ್ನು ಫಿಶ್‌ಮೀಲ್‌ನವರು ನೀಡಬೇಕು ಎಂದು ಖಾದರ್ ಹೇಳಿದ್ದಾರೆ.: [1321, 1244, 1486, 1543]
hijab-text-1: ಮಂಗಳೂರು: ರಾಜ್ಯ ಸರ್ಕಾರವು ಶಾಲಾ-ಕಾಲೇಜುಗಳಲ್ಲಿ ಹಿಜಾಬ್ ಧರಿಸಲು ಮತ್ತೆ ಅವಕಾಶ ನೀಡಿ 2022ರ ಯೂನಿ ಫಾರ್ಮ್ ಆದೇಶವನ್ನು ಹಿಂಪಡೆದಿರುವ ಸರ್ಕಾರದ ಈ ನಿರ್ಧಾರವನ್ನು ಮಂಗಳೂರು ಉತ್ತರ ಶಾಸಕ ಡಾ. ವೈ. ಭರತ್ ಶೆಟ್ಟಿ ತೀವ್ರವಾಗಿ ಖಂಡಿಸಿದ್ದು, ಇದು 'ಮುಸ್ಲಿಂ ಓಲೈಕೆಯ ರಾಜಕಾರಣ' ಎಂದು ಕಿಡಿಕಾರಿದ್ದಾರೆ. ನಗರದಲ್ಲಿ ಮಾಧ್ಯಮಗಳೊಂದಿಗೆ ಮಾತನಾಡಿದ ಶಾಸಕ ಭರತ್ ಶೆಟ್ಟಿ, "ಹಿಂದಿನ ಬಿಜೆಪಿ ಸರ್ಕಾರ ಶೈಕ್ಷಣಿಕ ಸಂಸ್ಥೆಗಳಲ್ಲಿ ಶಿಸ್ತು ಕಾಪಾಡಲು ಹಿಜಾಬ್ ನಿಷೇಧಿಸಿತ್ತು. ಈ ನಿರ್ಧಾರವನ್ನು ಹೈಕೋರ್ಟ್ ಕೂಡ ಎತ್ತಿ ಹಿಡಿದಿತ್ತು. ಪ್ರಸ್ತುತ ಈ ಪ್ರಕರಣ ಸುಪ್ರೀಂಕೋರ್ಟ್‌ನಲ್ಲಿ ಬಾಕಿ ಇರುವಾಗ, ಸರ್ಕಾರ ಈ ವಿಚಾರವನ್ನು ಮತ್ತೆ ಮುನ್ನೆಲೆಗೆ ತರುವ ಅಗತ್ಯವೇನಿತ್ತು?" ಎಂದು ಪ್ರಶ್ನಿಸಿದರು. ಮುಖ್ಯಮಂತ್ರಿ ಸಿದ್ದರಾಮಯ್ಯ ಅವರು ತಮ್ಮ ಸರ್ಕಾರದ: [209, 274, 366, 755]
ullal-headline-line1: ಉಳ್ಳಾಲ ರಸ್ತೆಯಲ್ಲಿ ಮೀನಿನ ಎಣ್ಣೆ ಸೋರಿಕೆ: ಜಾರಿ ಬಿದ್ದ ದ್ವಿಚಕ್ರ: [991, 941, 1370, 964]
ramanath-event-photo: [861, 258, 1162, 447]
